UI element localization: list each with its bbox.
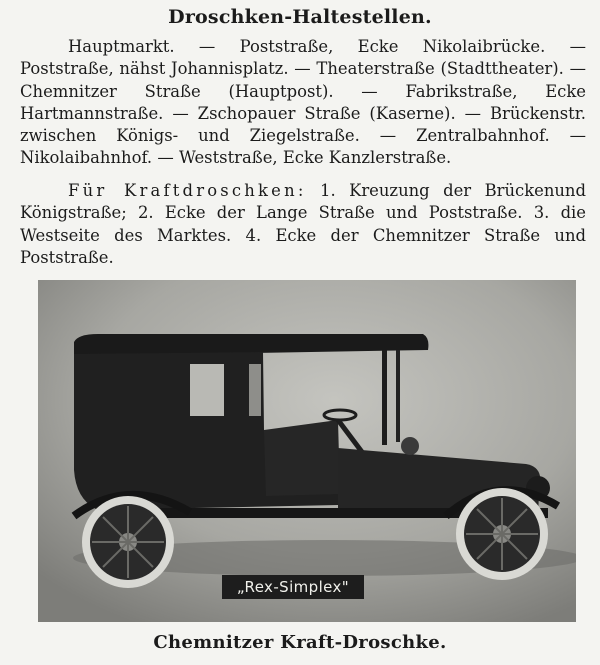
front-wheel — [456, 488, 548, 580]
taxi-stands-paragraph — [20, 36, 586, 170]
roof-support — [382, 350, 387, 445]
motor-taxi-lead: Für Kraftdroschken: — [68, 181, 307, 200]
driver-seat — [264, 420, 340, 496]
door-window — [249, 364, 261, 416]
side-lamp — [401, 437, 419, 455]
motor-taxi-text: 1. Kreuzung der Brückenund Königstraße; 2. Ecke der Lange Straße und Poststraße. 3. die Westseite des Marktes. 4. Ecke der Chemnitzer Straße und Poststraße. — [20, 181, 586, 267]
motor-cab-photo — [38, 280, 576, 622]
rex-simplex-label: „Rex-Simplex" — [222, 575, 364, 599]
taxi-stands-text: Hauptmarkt. — Poststraße, Ecke Nikolaibrücke. — Poststraße, nähst Johannisplatz. — Theaterstraße (Stadttheater). — Chemnitzer Straße (Hauptpost). — Fabrikstraße, Ecke Hartmannstraße. — Zschopauer Straße (Kaserne). — Brückenstr. zwischen Königs- und Ziegelstraße. — Zentralbahnhof. — Nikolaibahnhof. — Weststraße, Ecke Kanzlerstraße. — [20, 37, 586, 168]
photo-caption: Chemnitzer Kraft-Droschke. — [153, 632, 447, 653]
motor-taxi-paragraph — [20, 180, 586, 269]
car-illustration — [38, 280, 576, 622]
roof-support — [396, 350, 400, 442]
page-title: Droschken-Haltestellen. — [168, 6, 432, 28]
rear-wheel — [82, 496, 174, 588]
cabin-window — [190, 364, 224, 416]
